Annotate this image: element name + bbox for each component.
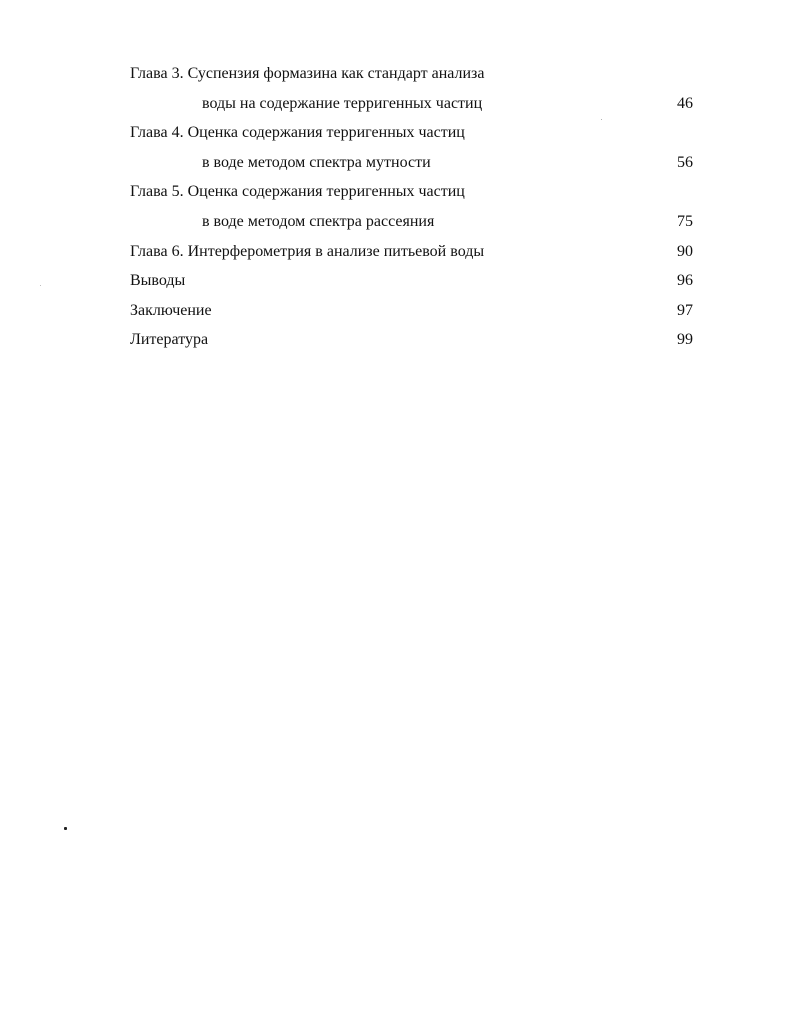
toc-entry-chapter-5-title bbox=[130, 177, 695, 207]
toc-entry-text: Глава 6. Интерферометрия в анализе питьевой воды bbox=[130, 242, 485, 260]
scan-speck bbox=[601, 119, 602, 120]
toc-entry-page: 97 bbox=[677, 301, 693, 319]
toc-entry-chapter-6 bbox=[130, 237, 695, 267]
toc-entry-text: Выводы bbox=[130, 272, 186, 290]
toc-entry-chapter-3-continuation bbox=[130, 89, 695, 119]
toc-entry-text: воды на содержание терригенных частиц bbox=[202, 94, 483, 112]
toc-entry-references bbox=[130, 325, 695, 355]
toc-entry-text: в воде методом спектра мутности bbox=[202, 153, 431, 171]
toc-entry-text: Глава 5. Оценка содержания терригенных частиц bbox=[130, 183, 465, 201]
toc-entry-text: Литература bbox=[130, 331, 209, 349]
toc-entry-page: 46 bbox=[677, 94, 693, 112]
toc-entry-text: в воде методом спектра рассеяния bbox=[202, 212, 435, 230]
toc-entry-page: 99 bbox=[677, 331, 693, 349]
table-of-contents bbox=[130, 59, 695, 355]
scan-speck bbox=[40, 285, 41, 286]
toc-entry-chapter-4-continuation bbox=[130, 148, 695, 178]
toc-entry-text: Глава 3. Суспензия формазина как стандарт анализа bbox=[130, 65, 485, 82]
toc-entry-chapter-5-continuation bbox=[130, 207, 695, 237]
toc-entry-text: Глава 4. Оценка содержания терригенных частиц bbox=[130, 124, 465, 142]
scan-speck bbox=[64, 827, 67, 830]
toc-entry-conclusions bbox=[130, 266, 695, 296]
toc-entry-chapter-4-title bbox=[130, 118, 695, 148]
toc-entry-text: Заключение bbox=[130, 301, 212, 319]
toc-entry-summary bbox=[130, 296, 695, 326]
toc-entry-chapter-3-title bbox=[130, 59, 695, 89]
toc-entry-page: 75 bbox=[677, 212, 693, 230]
toc-entry-page: 96 bbox=[677, 272, 693, 290]
toc-entry-page: 90 bbox=[677, 242, 693, 260]
toc-entry-page: 56 bbox=[677, 153, 693, 171]
